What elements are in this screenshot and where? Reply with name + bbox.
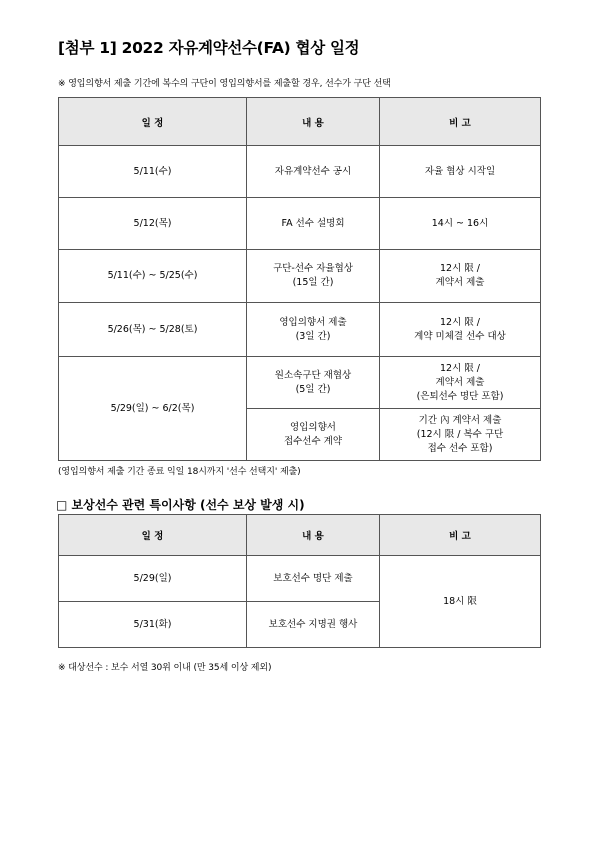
row-content: 보호선수 지명권 행사 [247, 602, 380, 648]
page-title: [첨부 1] 2022 자유계약선수(FA) 협상 일정 [58, 39, 360, 57]
table-header-row [59, 98, 541, 146]
header-date: 일 정 [59, 515, 247, 556]
table-row [59, 556, 541, 602]
row-remark: 기간 內 계약서 제출 (12시 限 / 복수 구단 접수 선수 포함) [380, 409, 541, 461]
table-row [59, 303, 541, 357]
header-remark: 비 고 [380, 98, 541, 146]
note-bottom: ※ 대상선수 : 보수 서열 30위 이내 (만 35세 이상 제외) [58, 663, 272, 673]
compensation-table [58, 514, 541, 648]
table-row [59, 198, 541, 250]
row-date: 5/12(목) [59, 198, 247, 250]
row-content: FA 선수 설명회 [247, 198, 380, 250]
row-date: 5/31(화) [59, 602, 247, 648]
header-remark: 비 고 [380, 515, 541, 556]
row-remark: 자율 협상 시작일 [380, 146, 541, 198]
header-content: 내 용 [247, 515, 380, 556]
row-date: 5/29(일) [59, 556, 247, 602]
row-date: 5/26(목) ~ 5/28(토) [59, 303, 247, 357]
row-remark: 14시 ~ 16시 [380, 198, 541, 250]
row-date: 5/11(수) ~ 5/25(수) [59, 250, 247, 303]
row-remark: 12시 限 / 계약서 제출 (은퇴선수 명단 포함) [380, 357, 541, 409]
table-row [59, 357, 541, 409]
row-date: 5/11(수) [59, 146, 247, 198]
row-date: 5/29(일) ~ 6/2(목) [59, 357, 247, 461]
row-remark: 12시 限 / 계약 미체결 선수 대상 [380, 303, 541, 357]
row-content: 영입의향서 제출 (3일 간) [247, 303, 380, 357]
row-content: 영입의향서 접수선수 계약 [247, 409, 380, 461]
row-content: 구단-선수 자율협상 (15일 간) [247, 250, 380, 303]
header-content: 내 용 [247, 98, 380, 146]
table-header-row [59, 515, 541, 556]
row-content: 자유계약선수 공시 [247, 146, 380, 198]
note-after-table: (영입의향서 제출 기간 종료 익일 18시까지 '선수 선택지' 제출) [58, 467, 301, 477]
row-remark: 18시 限 [380, 556, 541, 648]
header-date: 일 정 [59, 98, 247, 146]
row-remark: 12시 限 / 계약서 제출 [380, 250, 541, 303]
note-top: ※ 영입의향서 제출 기간에 복수의 구단이 영입의향서를 제출할 경우, 선수가 구단 선택 [58, 79, 391, 89]
row-content: 보호선수 명단 제출 [247, 556, 380, 602]
table-row [59, 146, 541, 198]
table-row [59, 250, 541, 303]
schedule-table [58, 97, 541, 461]
row-content: 원소속구단 재협상 (5일 간) [247, 357, 380, 409]
section-title: □ 보상선수 관련 특이사항 (선수 보상 발생 시) [56, 498, 305, 512]
